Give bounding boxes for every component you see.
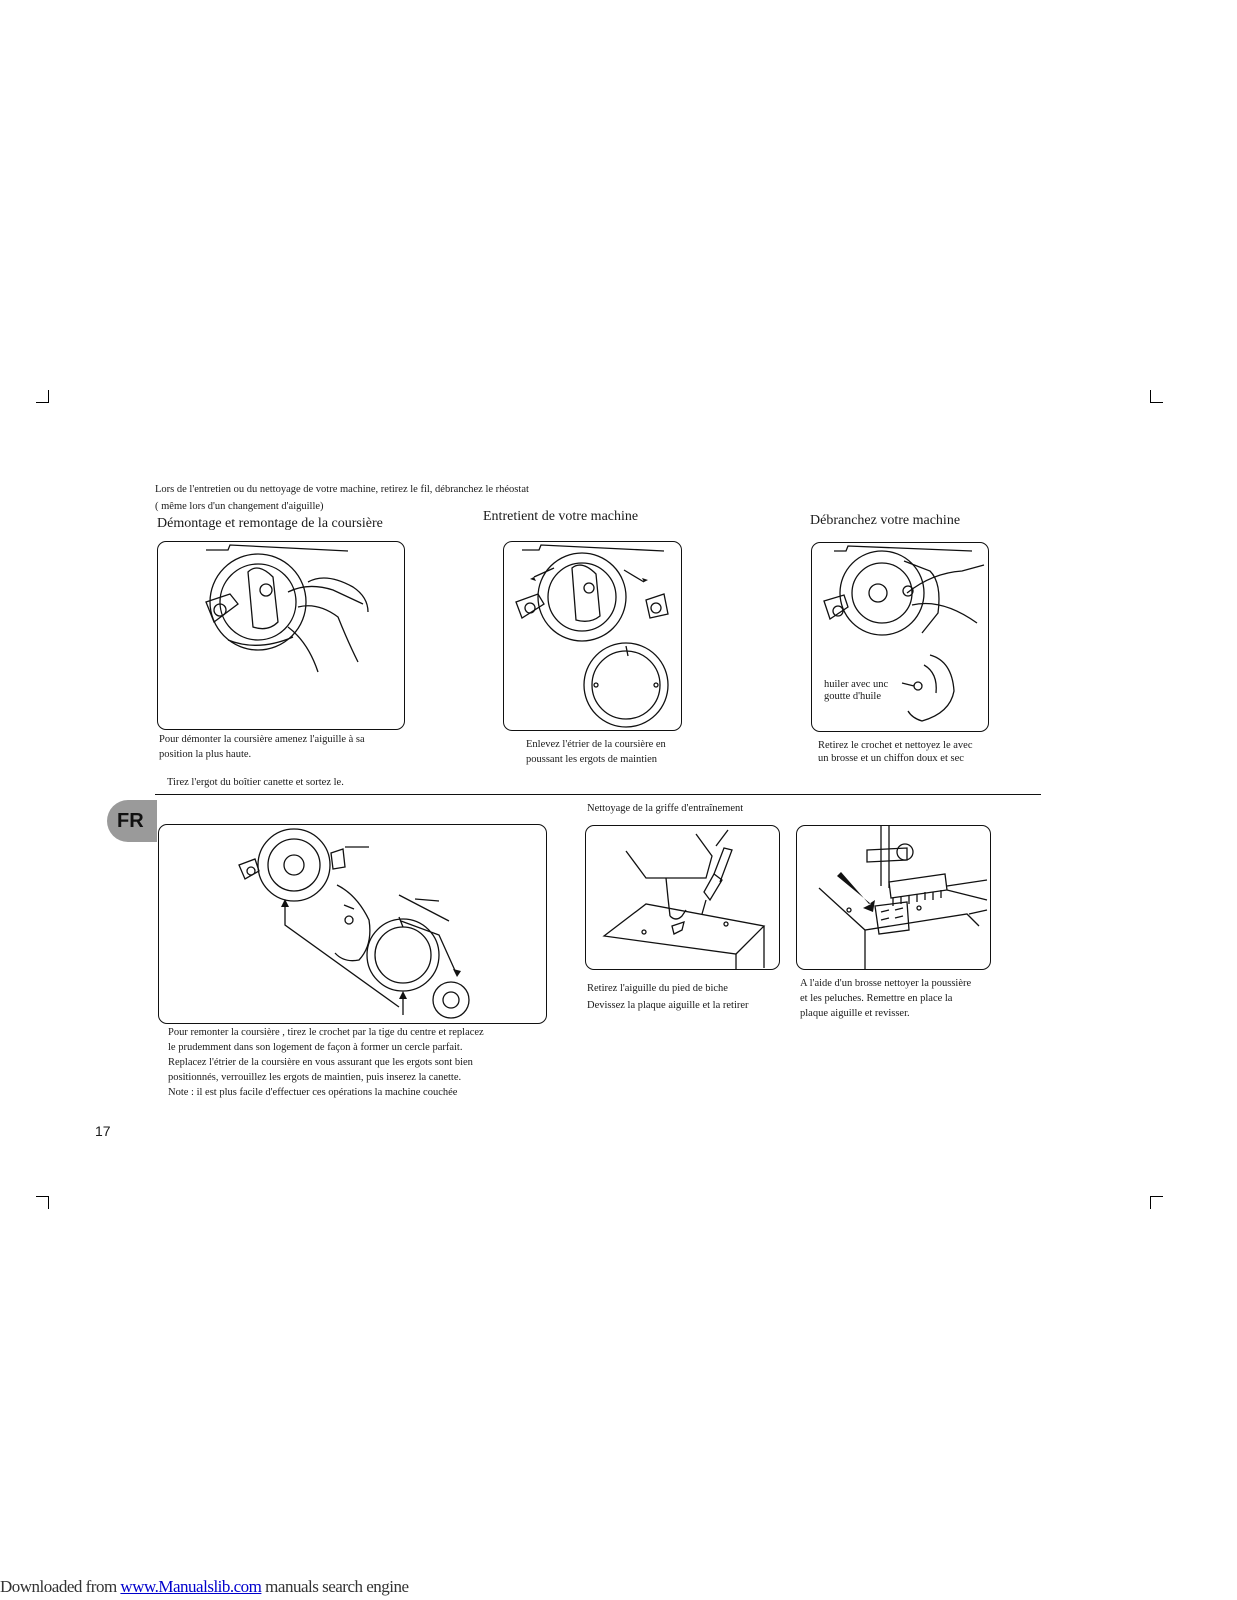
panel-5-caption-line-2: Devissez la plaque aiguille et la retirer (587, 1000, 749, 1011)
section-divider (155, 794, 1041, 795)
demontage-heading: Démontage et remontage de la coursière (157, 516, 383, 531)
crop-mark-bottom-right (1150, 1196, 1163, 1209)
hook-bracket-illustration (504, 542, 681, 730)
panel-3-caption-line-1: Retirez le crochet et nettoyez le avec (818, 740, 973, 751)
hook-removal-illustration (158, 542, 404, 729)
illustration-panel-5 (585, 825, 780, 970)
footer-suffix: manuals search engine (261, 1577, 409, 1596)
panel-1-caption-line-2: position la plus haute. (159, 749, 252, 760)
nettoyage-heading: Nettoyage de la griffe d'entraînement (587, 803, 744, 814)
crop-mark-bottom-left (36, 1196, 49, 1209)
oil-drop-label-line-2: goutte d'huile (824, 691, 882, 702)
illustration-panel-1 (157, 541, 405, 730)
panel-6-caption-line-2: et les peluches. Remettre en place la (800, 993, 953, 1004)
page-number: 17 (95, 1123, 111, 1139)
illustration-panel-3 (811, 542, 989, 732)
panel-5-caption-line-1: Retirez l'aiguille du pied de biche (587, 983, 728, 994)
hook-reassembly-illustration (159, 825, 546, 1023)
intro-line-1: Lors de l'entretien ou du nettoyage de votre machine, retirez le fil, débranchez le rhéostat (155, 484, 529, 495)
remontage-line-4: positionnés, verrouillez les ergots de maintien, puis inserez la canette. (168, 1072, 462, 1083)
remontage-line-3: Replacez l'étrier de la coursière en vous assurant que les ergots sont bien (168, 1057, 473, 1068)
crop-mark-top-right (1150, 390, 1163, 403)
remontage-line-1: Pour remonter la coursière , tirez le crochet par la tige du centre et replacez (168, 1027, 484, 1038)
panel-3-caption-line-2: un brosse et un chiffon doux et sec (818, 753, 964, 764)
oil-drop-label-line-1: huiler avec unc (824, 679, 889, 690)
panel-6-caption-line-3: plaque aiguille et revisser. (800, 1008, 910, 1019)
remontage-line-5: Note : il est plus facile d'effectuer ces opérations la machine couchée (168, 1087, 458, 1098)
footer-prefix: Downloaded from (0, 1577, 121, 1596)
remontage-line-2: le prudemment dans son logement de façon à former un cercle parfait. (168, 1042, 463, 1053)
intro-line-2: ( même lors d'un changement d'aiguille) (155, 501, 324, 512)
tirez-instruction: Tirez l'ergot du boîtier canette et sortez le. (167, 777, 344, 788)
feed-dog-brushing-illustration (797, 826, 990, 969)
crop-mark-top-left (36, 390, 49, 403)
manualslib-link[interactable]: www.Manualslib.com (120, 1577, 262, 1596)
illustration-panel-6 (796, 825, 991, 970)
download-footer (0, 1577, 409, 1597)
panel-1-caption-line-1: Pour démonter la coursière amenez l'aiguille à sa (159, 734, 365, 745)
panel-6-caption-line-1: A l'aide d'un brosse nettoyer la poussière (800, 978, 972, 989)
panel-2-caption-line-1: Enlevez l'étrier de la coursière en (526, 739, 666, 750)
entretient-heading: Entretient de votre machine (483, 509, 639, 524)
illustration-panel-4 (158, 824, 547, 1024)
language-tab: FR (107, 800, 157, 842)
debranchez-heading: Débranchez votre machine (810, 513, 961, 528)
remontage-paragraph (168, 1025, 533, 1100)
panel-2-caption-line-2: poussant les ergots de maintien (526, 754, 658, 765)
illustration-panel-2 (503, 541, 682, 731)
needle-plate-removal-illustration (586, 826, 779, 969)
